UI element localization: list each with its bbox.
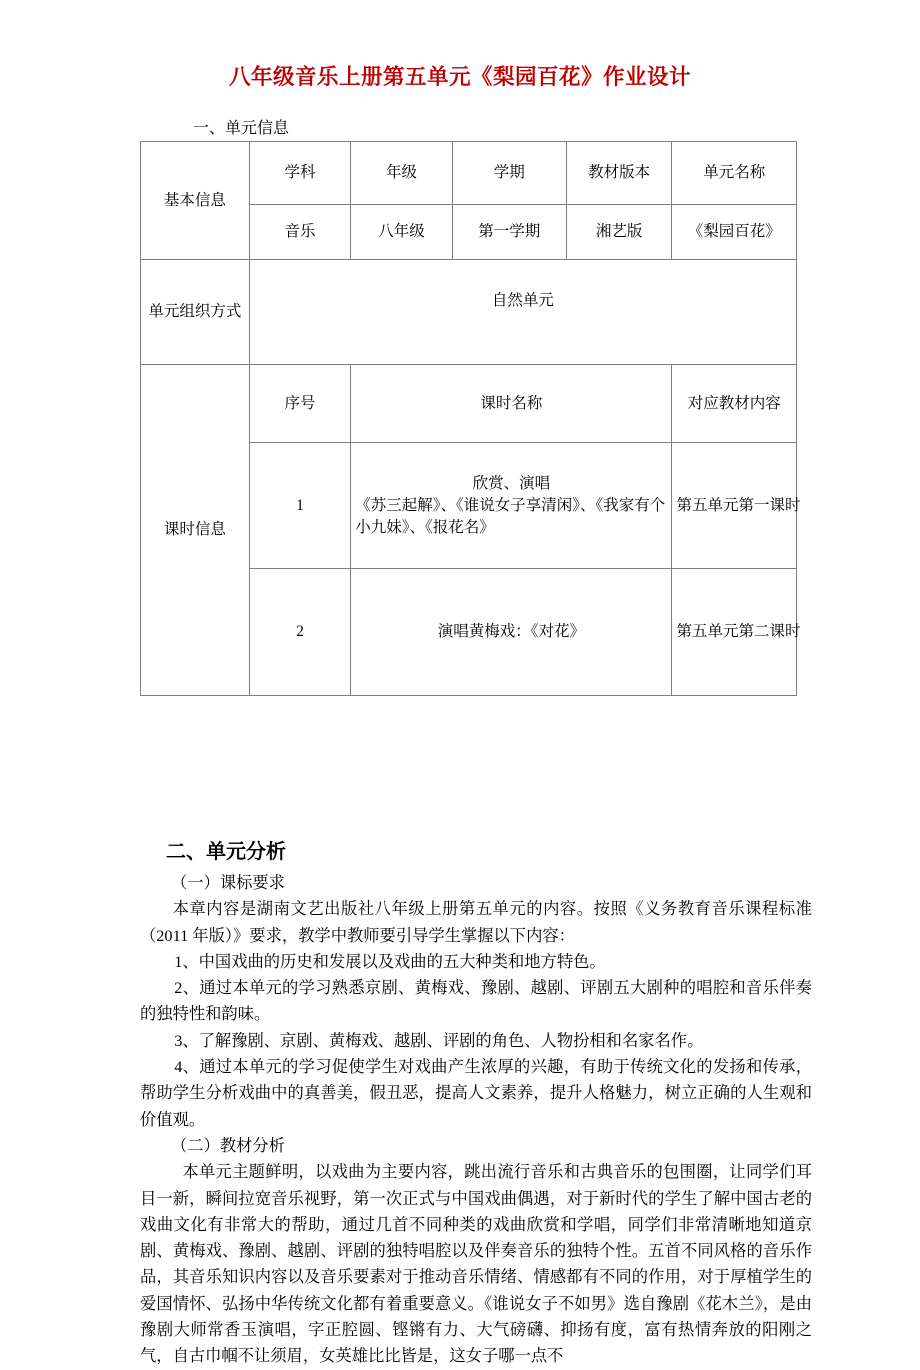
lesson-1-name xyxy=(351,443,672,569)
lesson-2-name: 演唱黄梅戏：《对花》 xyxy=(351,569,672,696)
sub-heading-textbook-analysis: （二）教材分析 xyxy=(170,1135,285,1155)
requirement-item-3: 3、了解豫剧、京剧、黄梅戏、越剧、评剧的角色、人物扮相和名家名作。 xyxy=(174,1030,704,1050)
section-two-heading: 二、单元分析 xyxy=(166,839,286,863)
lesson-1-name-line1: 欣赏、演唱 xyxy=(472,474,551,492)
table-row xyxy=(141,260,797,365)
lesson-info-label: 课时信息 xyxy=(141,365,250,696)
header-grade: 年级 xyxy=(351,142,452,205)
lesson-2-sequence: 2 xyxy=(249,569,350,696)
table-row xyxy=(141,142,797,205)
org-method-label: 单元组织方式 xyxy=(141,260,250,365)
lesson-1-textbook: 第五单元第一课时 xyxy=(672,443,797,569)
requirement-item-1: 1、中国戏曲的历史和发展以及戏曲的五大种类和地方特色。 xyxy=(174,951,606,971)
section-one-label: 一、单元信息 xyxy=(193,120,290,137)
requirement-item-2: 2、通过本单元的学习熟悉京剧、黄梅戏、豫剧、越剧、评剧五大剧种的唱腔和音乐伴奏的独特性和韵味。 xyxy=(140,978,812,1024)
value-unit-name: 《梨园百花》 xyxy=(672,205,797,260)
header-subject: 学科 xyxy=(249,142,350,205)
header-lesson-name: 课时名称 xyxy=(351,365,672,443)
unit-info-table xyxy=(140,141,801,696)
value-term: 第一学期 xyxy=(452,205,566,260)
value-grade: 八年级 xyxy=(351,205,452,260)
page-title: 八年级音乐上册第五单元《梨园百花》作业设计 xyxy=(228,65,691,90)
lesson-1-name-line2: 《苏三起解》、《谁说女子享清闲》、《我家有个小九妹》、《报花名》 xyxy=(355,496,666,536)
header-sequence: 序号 xyxy=(249,365,350,443)
header-term: 学期 xyxy=(452,142,566,205)
org-method-value xyxy=(249,260,796,365)
lesson-1-sequence: 1 xyxy=(249,443,350,569)
org-method-text: 自然单元 xyxy=(491,292,554,309)
value-textbook-version: 湘艺版 xyxy=(566,205,672,260)
sub-heading-course-standard: （一）课标要求 xyxy=(170,873,285,892)
textbook-analysis-body: 本单元主题鲜明，以戏曲为主要内容，跳出流行音乐和古典音乐的包围圈，让同学们耳目一新，瞬间拉宽音乐视野，第一次正式与中国戏曲偶遇，对于新时代的学生了解中国古老的戏曲文化有非常大的帮助，通过几首不同种类的戏曲欣赏和学唱，同学们非常清晰地知道京剧、黄梅戏、豫剧、越剧、评剧的独特唱腔以及伴奏音乐的独特个性。五首不同风格的音乐作品，其音乐知识内容以及音乐要素对于推动音乐情绪、情感都有不同的作用，对于厚植学生的爱国情怀、弘扬中华传统文化都有着重要意义。《谁说女子不如男》选自豫剧《花木兰》，是由豫剧大师常香玉演唱，字正腔圆、铿锵有力、大气磅礴、抑扬有度，富有热情奔放的阳刚之气，自古巾帼不让须眉，女英雄比比皆是，这女子哪一点不 xyxy=(140,1162,812,1366)
value-subject: 音乐 xyxy=(249,205,350,260)
header-unit-name: 单元名称 xyxy=(672,142,797,205)
basic-info-label: 基本信息 xyxy=(141,142,250,260)
course-standard-intro: 本章内容是湖南文艺出版社八年级上册第五单元的内容。按照《义务教育音乐课程标准（2011 年版）》要求，教学中教师要引导学生掌握以下内容： xyxy=(140,899,812,945)
table-row xyxy=(141,365,797,443)
header-textbook-version: 教材版本 xyxy=(566,142,672,205)
lesson-2-textbook: 第五单元第二课时 xyxy=(672,569,797,696)
header-corresponding-content: 对应教材内容 xyxy=(672,365,797,443)
section-two-body xyxy=(140,870,812,1370)
requirement-item-4: 4、通过本单元的学习促使学生对戏曲产生浓厚的兴趣，有助于传统文化的发扬和传承，帮助学生分析戏曲中的真善美，假丑恶，提高人文素养，提升人格魅力，树立正确的人生观和价值观。 xyxy=(140,1057,812,1129)
